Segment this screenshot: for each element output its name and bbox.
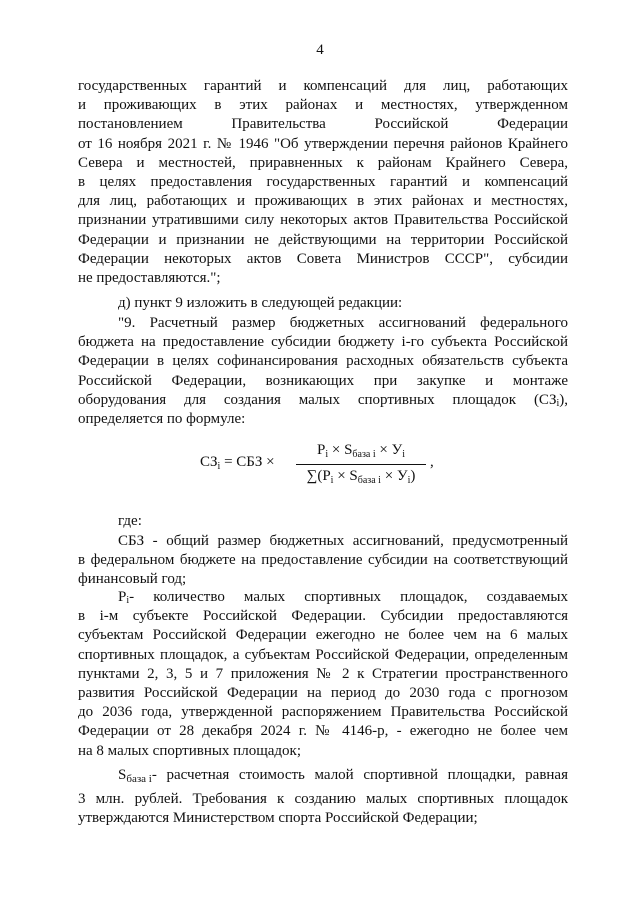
text-line: не предоставляются.";	[78, 269, 221, 286]
text-line	[78, 766, 568, 790]
subscript: i	[325, 449, 329, 460]
paragraph-where	[78, 512, 568, 531]
text-line: СБЗ - общий размер бюджетных ассигнований, предусмотренный	[118, 533, 568, 549]
text-line: "9. Расчетный размер бюджетных ассигнований федерального	[118, 315, 568, 331]
text-span: - количество малых спортивных площадок, создаваемых	[129, 589, 568, 605]
text-line: до 2036 года, утвержденной распоряжением Правительства Российской	[78, 704, 568, 721]
formula-numerator	[296, 442, 426, 459]
formula-symbol: P	[316, 442, 326, 458]
subscript: i	[330, 475, 334, 486]
text-line: спортивных площадок, а субъектам Российской Федерации, определенным	[78, 646, 568, 663]
text-line: Федерации некоторых актов Совета Министров СССР", субсидии	[78, 250, 568, 267]
subscript: i	[126, 595, 130, 606]
text-line: в федеральном бюджете на предоставление субсидии на соответствующий	[78, 552, 568, 569]
subscript: база i	[352, 449, 376, 460]
text-line: д) пункт 9 изложить в следующей редакции:	[118, 295, 403, 311]
subscript: база i	[357, 475, 381, 486]
subscript: i	[402, 449, 405, 460]
text-line: определяется по формуле:	[78, 410, 246, 427]
text-line: развития Российской Федерации на период до 2030 года с прогнозом	[78, 684, 568, 701]
subscript: i	[217, 461, 221, 472]
formula-lhs	[200, 454, 275, 471]
text-line: и проживающих в этих районах и местностях, утвержденном	[78, 97, 568, 114]
text-line	[78, 588, 568, 607]
formula-symbol: S	[349, 468, 358, 484]
formula-symbol: S	[118, 767, 127, 783]
text-line: 3 млн. рублей. Требования к созданию малых спортивных площадок	[78, 791, 568, 807]
text-line: пунктами 2, 3, 5 и 7 приложения № 2 к Стратегии пространственного	[78, 665, 568, 682]
paragraph-item-d	[78, 294, 568, 313]
subscript: i	[556, 397, 560, 409]
text-span: - расчетная стоимость малой спортивной площадки, равная	[151, 767, 568, 783]
text-line: Федерации в целях софинансирования расходных обязательств субъекта	[78, 353, 568, 370]
text-line: финансовый год;	[78, 571, 187, 588]
paragraph-point-9	[78, 314, 568, 429]
formula-symbol: P	[118, 589, 127, 605]
text-span: оборудования для создания малых спортивных площадок (СЗ	[78, 391, 557, 408]
formula-symbol: У	[391, 442, 403, 458]
text-line: бюджета на предоставление субсидии бюджету i-го субъекта Российской	[78, 334, 568, 351]
text-line: утверждаются Министерством спорта Российской Федерации;	[78, 810, 478, 827]
text-line: субъектам Российской Федерации ежегодно не более чем на 6 малых	[78, 627, 568, 644]
formula-symbol: ×	[328, 442, 345, 458]
formula-symbol: У	[396, 468, 408, 484]
text-line: на 8 малых спортивных площадок;	[78, 742, 301, 759]
text-line: для лиц, работающих и проживающих в этих районах и местностях,	[78, 193, 568, 210]
text-line: государственных гарантий и компенсаций для лиц, работающих	[78, 78, 568, 94]
text-line: признании утратившими силу некоторых актов Правительства Российской	[78, 212, 568, 229]
text-line: Российской Федерации, возникающих при закупке и монтаже	[78, 372, 568, 389]
formula-symbol: ×	[333, 468, 350, 484]
formula-comma: ,	[430, 454, 434, 470]
formula-symbol: ×	[380, 468, 397, 484]
paragraph-continuation	[78, 77, 568, 288]
text-line: в i-м субъекте Российской Федерации. Субсидии предоставляются	[78, 608, 568, 625]
formula-symbol: ×	[375, 442, 392, 458]
text-line	[78, 391, 568, 410]
page-number: 4	[316, 42, 324, 58]
formula-denominator	[296, 468, 426, 485]
text-line: постановлением Правительства Российской Федерации	[78, 116, 568, 133]
formula-symbol: S	[344, 442, 353, 458]
text-span: ),	[559, 391, 568, 408]
text-line: Федерации от 28 декабря 2024 г. № 4146-р, - ежегодно не более чем	[78, 723, 568, 740]
subscript: i	[407, 475, 411, 486]
formula-symbol: )	[410, 468, 416, 484]
text-line: в целях предоставления государственных гарантий и компенсаций	[78, 173, 568, 190]
definition-s-base	[78, 766, 568, 828]
text-line: Севера и местностей, приравненных к районам Крайнего Севера,	[78, 154, 568, 171]
formula-symbol: ∑(P	[306, 468, 331, 484]
formula-symbol: = СБЗ ×	[220, 454, 275, 470]
text-line: от 16 ноября 2021 г. № 1946 "Об утверждении перечня районов Крайнего	[78, 135, 568, 152]
fraction-bar	[296, 464, 426, 465]
subscript: база i	[126, 773, 152, 785]
text-line: Федерации и признании не действующими на территории Российской	[78, 231, 568, 248]
definition-pi	[78, 588, 568, 761]
formula-symbol: СЗ	[200, 454, 218, 470]
definition-sbz	[78, 532, 568, 590]
text-line: где:	[118, 513, 142, 529]
